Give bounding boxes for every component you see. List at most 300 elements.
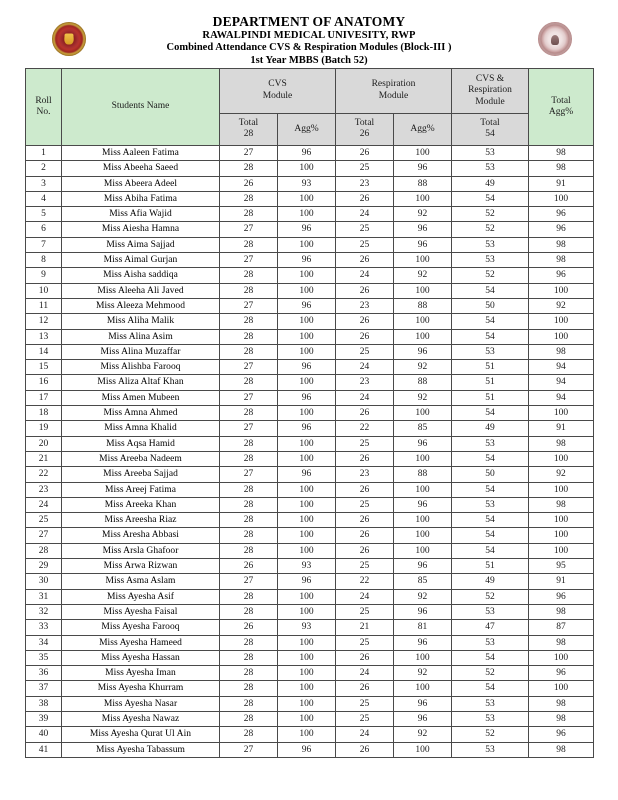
table-row <box>26 666 594 681</box>
cell-student-name: Miss Ayesha Qurat Ul Ain <box>62 727 220 742</box>
respiration-module-line-2: Module <box>378 90 409 101</box>
cell-cvs-agg: 96 <box>278 146 336 161</box>
cell-resp-agg: 100 <box>394 314 452 329</box>
cell-resp-agg: 92 <box>394 666 452 681</box>
cell-cvs-agg: 96 <box>278 360 336 375</box>
cell-cvs-total: 27 <box>220 421 278 436</box>
cell-resp-total: 24 <box>336 727 394 742</box>
cell-resp-agg: 100 <box>394 283 452 298</box>
cell-roll-no: 23 <box>26 482 62 497</box>
cell-resp-agg: 81 <box>394 620 452 635</box>
cell-cvs-total: 28 <box>220 497 278 512</box>
cell-cvs-agg: 93 <box>278 559 336 574</box>
report-subtitle: Combined Attendance CVS & Respiration Modules (Block-III ) <box>166 42 452 54</box>
table-row <box>26 681 594 696</box>
cell-total-agg: 100 <box>529 513 594 528</box>
cell-roll-no: 7 <box>26 237 62 252</box>
cell-roll-no: 24 <box>26 497 62 512</box>
cell-resp-total: 26 <box>336 513 394 528</box>
cell-cvs-total: 28 <box>220 436 278 451</box>
cell-resp-total: 24 <box>336 666 394 681</box>
cell-total-agg: 96 <box>529 207 594 222</box>
cell-cvs-agg: 100 <box>278 406 336 421</box>
cell-cvs-total: 28 <box>220 314 278 329</box>
cell-resp-total: 26 <box>336 650 394 665</box>
cell-resp-total: 25 <box>336 344 394 359</box>
cell-combined-total: 54 <box>452 543 529 558</box>
total-agg-line-1: Total <box>551 95 571 106</box>
anatomy-department-seal-icon <box>538 22 572 56</box>
cell-resp-agg: 85 <box>394 574 452 589</box>
cell-student-name: Miss Aisha saddiqa <box>62 268 220 283</box>
table-row <box>26 513 594 528</box>
cell-roll-no: 11 <box>26 298 62 313</box>
col-header-resp-agg <box>394 113 452 145</box>
cell-combined-total: 53 <box>452 436 529 451</box>
cvs-resp-line-1: CVS & <box>475 73 505 84</box>
cell-combined-total: 53 <box>452 497 529 512</box>
cell-resp-agg: 100 <box>394 191 452 206</box>
table-row <box>26 283 594 298</box>
cell-resp-agg: 96 <box>394 222 452 237</box>
cell-combined-total: 47 <box>452 620 529 635</box>
cell-roll-no: 36 <box>26 666 62 681</box>
cell-cvs-total: 28 <box>220 543 278 558</box>
cell-total-agg: 96 <box>529 727 594 742</box>
cell-cvs-total: 26 <box>220 620 278 635</box>
cell-roll-no: 41 <box>26 742 62 757</box>
title-block <box>0 14 618 67</box>
cell-resp-agg: 88 <box>394 375 452 390</box>
cell-resp-total: 26 <box>336 191 394 206</box>
cell-cvs-total: 27 <box>220 222 278 237</box>
cell-total-agg: 91 <box>529 176 594 191</box>
table-row <box>26 650 594 665</box>
cell-total-agg: 98 <box>529 253 594 268</box>
cell-cvs-agg: 100 <box>278 436 336 451</box>
table-row <box>26 742 594 757</box>
cell-student-name: Miss Aiesha Hamna <box>62 222 220 237</box>
cell-student-name: Miss Ayesha Asif <box>62 589 220 604</box>
cell-combined-total: 54 <box>452 451 529 466</box>
cell-cvs-agg: 100 <box>278 711 336 726</box>
cell-cvs-agg: 100 <box>278 237 336 252</box>
cell-resp-total: 24 <box>336 360 394 375</box>
table-row <box>26 146 594 161</box>
table-row <box>26 222 594 237</box>
cell-resp-agg: 100 <box>394 742 452 757</box>
cell-cvs-total: 28 <box>220 589 278 604</box>
table-row <box>26 635 594 650</box>
cell-total-agg: 95 <box>529 559 594 574</box>
cvs-agg-label: Agg% <box>294 123 319 134</box>
cell-combined-total: 51 <box>452 375 529 390</box>
cell-total-agg: 92 <box>529 467 594 482</box>
cell-total-agg: 100 <box>529 528 594 543</box>
cell-student-name: Miss Abiha Fatima <box>62 191 220 206</box>
cell-cvs-agg: 96 <box>278 421 336 436</box>
cell-student-name: Miss Amna Ahmed <box>62 406 220 421</box>
cell-cvs-agg: 96 <box>278 467 336 482</box>
cell-resp-agg: 96 <box>394 696 452 711</box>
cell-combined-total: 54 <box>452 406 529 421</box>
cvs-total-line-2: 28 <box>243 129 254 140</box>
cell-student-name: Miss Aaleen Fatima <box>62 146 220 161</box>
cell-cvs-total: 28 <box>220 696 278 711</box>
cell-cvs-agg: 100 <box>278 314 336 329</box>
table-row <box>26 711 594 726</box>
cell-resp-total: 26 <box>336 406 394 421</box>
cell-combined-total: 51 <box>452 559 529 574</box>
cell-resp-total: 25 <box>336 237 394 252</box>
cell-resp-agg: 100 <box>394 406 452 421</box>
cell-combined-total: 52 <box>452 666 529 681</box>
table-row <box>26 497 594 512</box>
cell-combined-total: 54 <box>452 191 529 206</box>
cell-resp-total: 23 <box>336 176 394 191</box>
cell-total-agg: 98 <box>529 161 594 176</box>
cell-cvs-agg: 100 <box>278 543 336 558</box>
cell-total-agg: 100 <box>529 406 594 421</box>
col-header-cvs-agg <box>278 113 336 145</box>
cell-cvs-total: 27 <box>220 467 278 482</box>
cell-combined-total: 53 <box>452 146 529 161</box>
table-row <box>26 559 594 574</box>
page-title: DEPARTMENT OF ANATOMY <box>212 14 406 29</box>
cell-roll-no: 4 <box>26 191 62 206</box>
cell-combined-total: 49 <box>452 176 529 191</box>
cell-roll-no: 6 <box>26 222 62 237</box>
cell-resp-agg: 100 <box>394 253 452 268</box>
table-head <box>26 69 594 146</box>
cell-student-name: Miss Arsla Ghafoor <box>62 543 220 558</box>
cell-resp-agg: 96 <box>394 559 452 574</box>
cell-student-name: Miss Ayesha Hassan <box>62 650 220 665</box>
cell-cvs-total: 28 <box>220 329 278 344</box>
cell-combined-total: 51 <box>452 390 529 405</box>
cell-cvs-total: 27 <box>220 146 278 161</box>
cell-combined-total: 54 <box>452 314 529 329</box>
cell-cvs-agg: 100 <box>278 650 336 665</box>
cell-cvs-total: 28 <box>220 406 278 421</box>
cell-roll-no: 21 <box>26 451 62 466</box>
cell-cvs-agg: 100 <box>278 681 336 696</box>
cell-roll-no: 33 <box>26 620 62 635</box>
cell-roll-no: 8 <box>26 253 62 268</box>
col-header-combined-total <box>452 113 529 145</box>
cell-total-agg: 98 <box>529 436 594 451</box>
cell-combined-total: 54 <box>452 681 529 696</box>
cell-total-agg: 94 <box>529 360 594 375</box>
cell-student-name: Miss Ayesha Iman <box>62 666 220 681</box>
cell-roll-no: 30 <box>26 574 62 589</box>
table-row <box>26 620 594 635</box>
table-row <box>26 329 594 344</box>
col-group-header-respiration-module <box>336 69 452 114</box>
cell-resp-total: 25 <box>336 559 394 574</box>
cell-cvs-total: 28 <box>220 237 278 252</box>
cell-cvs-agg: 100 <box>278 528 336 543</box>
cell-resp-total: 26 <box>336 742 394 757</box>
cell-total-agg: 100 <box>529 482 594 497</box>
cell-cvs-total: 28 <box>220 727 278 742</box>
cell-cvs-total: 28 <box>220 528 278 543</box>
cell-total-agg: 96 <box>529 222 594 237</box>
cell-combined-total: 54 <box>452 482 529 497</box>
cell-student-name: Miss Alishba Farooq <box>62 360 220 375</box>
table-row <box>26 298 594 313</box>
cell-cvs-agg: 100 <box>278 727 336 742</box>
cell-resp-agg: 96 <box>394 344 452 359</box>
table-body <box>26 146 594 758</box>
table-row <box>26 375 594 390</box>
cell-cvs-agg: 100 <box>278 161 336 176</box>
cell-cvs-agg: 100 <box>278 589 336 604</box>
cell-combined-total: 52 <box>452 589 529 604</box>
cell-resp-total: 23 <box>336 375 394 390</box>
cell-roll-no: 14 <box>26 344 62 359</box>
cell-total-agg: 98 <box>529 742 594 757</box>
cell-combined-total: 50 <box>452 467 529 482</box>
cell-combined-total: 52 <box>452 222 529 237</box>
cell-student-name: Miss Ayesha Faisal <box>62 604 220 619</box>
col-header-resp-total <box>336 113 394 145</box>
cell-cvs-agg: 100 <box>278 513 336 528</box>
cell-student-name: Miss Aleeha Ali Javed <box>62 283 220 298</box>
cell-roll-no: 17 <box>26 390 62 405</box>
table-row <box>26 268 594 283</box>
cell-combined-total: 53 <box>452 237 529 252</box>
cell-cvs-agg: 100 <box>278 497 336 512</box>
col-header-roll-no <box>26 69 62 146</box>
cell-total-agg: 96 <box>529 268 594 283</box>
cell-resp-total: 25 <box>336 711 394 726</box>
cell-cvs-total: 28 <box>220 635 278 650</box>
cell-combined-total: 53 <box>452 711 529 726</box>
cell-combined-total: 53 <box>452 161 529 176</box>
cell-cvs-total: 28 <box>220 604 278 619</box>
cell-combined-total: 53 <box>452 635 529 650</box>
cell-roll-no: 22 <box>26 467 62 482</box>
cell-cvs-total: 27 <box>220 574 278 589</box>
cell-student-name: Miss Areej Fatima <box>62 482 220 497</box>
respiration-module-line-1: Respiration <box>371 79 416 90</box>
col-group-header-cvs-respiration-module <box>452 69 529 114</box>
cell-cvs-total: 27 <box>220 390 278 405</box>
cell-student-name: Miss Abeeha Saeed <box>62 161 220 176</box>
cell-cvs-agg: 100 <box>278 482 336 497</box>
table-row <box>26 543 594 558</box>
institution-name: RAWALPINDI MEDICAL UNIVESITY, RWP <box>202 29 416 41</box>
cell-roll-no: 12 <box>26 314 62 329</box>
cell-total-agg: 100 <box>529 283 594 298</box>
cell-student-name: Miss Areeba Sajjad <box>62 467 220 482</box>
cell-cvs-agg: 100 <box>278 283 336 298</box>
cvs-total-line-1: Total <box>238 117 259 128</box>
cell-cvs-agg: 96 <box>278 253 336 268</box>
cell-combined-total: 53 <box>452 253 529 268</box>
cell-student-name: Miss Abeera Adeel <box>62 176 220 191</box>
cell-student-name: Miss Ayesha Nawaz <box>62 711 220 726</box>
cell-total-agg: 100 <box>529 681 594 696</box>
cell-resp-agg: 100 <box>394 482 452 497</box>
cell-total-agg: 100 <box>529 329 594 344</box>
cell-total-agg: 98 <box>529 344 594 359</box>
cell-roll-no: 27 <box>26 528 62 543</box>
cell-combined-total: 54 <box>452 650 529 665</box>
roll-no-line-2: No. <box>36 107 51 117</box>
cell-roll-no: 34 <box>26 635 62 650</box>
resp-total-line-2: 26 <box>359 129 370 140</box>
cell-resp-agg: 100 <box>394 528 452 543</box>
table-row <box>26 253 594 268</box>
table-row <box>26 161 594 176</box>
cell-cvs-agg: 100 <box>278 191 336 206</box>
cell-roll-no: 32 <box>26 604 62 619</box>
cell-roll-no: 15 <box>26 360 62 375</box>
cell-student-name: Miss Asma Aslam <box>62 574 220 589</box>
cell-cvs-agg: 100 <box>278 329 336 344</box>
cell-resp-total: 25 <box>336 436 394 451</box>
cell-cvs-total: 26 <box>220 176 278 191</box>
cell-roll-no: 13 <box>26 329 62 344</box>
table-row <box>26 314 594 329</box>
cell-resp-agg: 92 <box>394 360 452 375</box>
cell-cvs-agg: 100 <box>278 451 336 466</box>
table-row <box>26 451 594 466</box>
cell-student-name: Miss Ayesha Farooq <box>62 620 220 635</box>
table-row <box>26 696 594 711</box>
cell-roll-no: 19 <box>26 421 62 436</box>
cvs-module-line-2: Module <box>262 90 293 101</box>
cell-resp-agg: 96 <box>394 604 452 619</box>
cell-combined-total: 51 <box>452 360 529 375</box>
cell-total-agg: 91 <box>529 421 594 436</box>
table-row <box>26 467 594 482</box>
cell-resp-total: 24 <box>336 268 394 283</box>
total-agg-line-2: Agg% <box>548 107 574 117</box>
cell-cvs-agg: 93 <box>278 176 336 191</box>
table-row <box>26 528 594 543</box>
cell-resp-agg: 100 <box>394 146 452 161</box>
cell-roll-no: 35 <box>26 650 62 665</box>
cell-cvs-agg: 96 <box>278 574 336 589</box>
cell-roll-no: 5 <box>26 207 62 222</box>
cell-resp-agg: 88 <box>394 467 452 482</box>
cell-cvs-agg: 100 <box>278 635 336 650</box>
cell-resp-agg: 92 <box>394 589 452 604</box>
cell-cvs-total: 28 <box>220 207 278 222</box>
cell-total-agg: 98 <box>529 146 594 161</box>
cell-resp-agg: 96 <box>394 436 452 451</box>
cell-resp-agg: 100 <box>394 329 452 344</box>
cell-total-agg: 100 <box>529 314 594 329</box>
cell-combined-total: 50 <box>452 298 529 313</box>
cell-resp-total: 25 <box>336 604 394 619</box>
students-name-label: Students Name <box>111 101 170 112</box>
cell-resp-agg: 88 <box>394 176 452 191</box>
col-header-students-name <box>62 69 220 146</box>
cell-resp-total: 25 <box>336 635 394 650</box>
cell-resp-total: 22 <box>336 421 394 436</box>
cell-resp-agg: 100 <box>394 451 452 466</box>
cell-cvs-agg: 93 <box>278 620 336 635</box>
cell-student-name: Miss Areeka Khan <box>62 497 220 512</box>
cvs-module-line-1: CVS <box>268 79 287 90</box>
cell-resp-total: 26 <box>336 482 394 497</box>
table-row <box>26 360 594 375</box>
document-header <box>0 0 618 66</box>
table-row <box>26 727 594 742</box>
table-row <box>26 191 594 206</box>
cell-resp-total: 23 <box>336 298 394 313</box>
cell-student-name: Miss Aima Sajjad <box>62 237 220 252</box>
cell-roll-no: 1 <box>26 146 62 161</box>
table-row <box>26 390 594 405</box>
cell-cvs-agg: 96 <box>278 390 336 405</box>
cell-combined-total: 54 <box>452 329 529 344</box>
cell-resp-agg: 96 <box>394 635 452 650</box>
cell-total-agg: 100 <box>529 451 594 466</box>
cell-combined-total: 53 <box>452 742 529 757</box>
cell-total-agg: 94 <box>529 375 594 390</box>
cell-cvs-total: 28 <box>220 191 278 206</box>
cell-cvs-agg: 100 <box>278 344 336 359</box>
cvs-resp-line-2: Respiration <box>468 85 512 96</box>
cell-student-name: Miss Aliha Malik <box>62 314 220 329</box>
cell-cvs-total: 27 <box>220 253 278 268</box>
cell-combined-total: 53 <box>452 344 529 359</box>
cell-combined-total: 53 <box>452 696 529 711</box>
cell-roll-no: 25 <box>26 513 62 528</box>
table-row <box>26 176 594 191</box>
cell-combined-total: 52 <box>452 207 529 222</box>
resp-agg-label: Agg% <box>410 123 435 134</box>
cell-total-agg: 98 <box>529 604 594 619</box>
cell-total-agg: 98 <box>529 237 594 252</box>
header-row-group <box>26 69 594 114</box>
cell-cvs-total: 28 <box>220 650 278 665</box>
cell-resp-agg: 92 <box>394 390 452 405</box>
cell-cvs-total: 28 <box>220 513 278 528</box>
cell-resp-total: 23 <box>336 467 394 482</box>
cell-roll-no: 18 <box>26 406 62 421</box>
cell-cvs-total: 28 <box>220 451 278 466</box>
table-row <box>26 589 594 604</box>
cell-resp-agg: 96 <box>394 497 452 512</box>
cell-resp-total: 26 <box>336 451 394 466</box>
table-row <box>26 344 594 359</box>
cell-resp-agg: 100 <box>394 650 452 665</box>
cell-total-agg: 96 <box>529 589 594 604</box>
cell-total-agg: 91 <box>529 574 594 589</box>
cell-total-agg: 98 <box>529 696 594 711</box>
combined-total-line-1: Total <box>480 117 500 128</box>
cell-cvs-total: 27 <box>220 742 278 757</box>
cell-cvs-total: 28 <box>220 666 278 681</box>
col-group-header-cvs-module <box>220 69 336 114</box>
cell-resp-total: 26 <box>336 253 394 268</box>
cell-combined-total: 53 <box>452 604 529 619</box>
cell-roll-no: 37 <box>26 681 62 696</box>
cell-resp-total: 26 <box>336 543 394 558</box>
class-batch-label: 1st Year MBBS (Batch 52) <box>250 54 368 66</box>
cell-student-name: Miss Alina Asim <box>62 329 220 344</box>
cell-resp-total: 25 <box>336 161 394 176</box>
cell-student-name: Miss Ayesha Khurram <box>62 681 220 696</box>
cell-total-agg: 87 <box>529 620 594 635</box>
combined-total-line-2: 54 <box>485 129 495 140</box>
